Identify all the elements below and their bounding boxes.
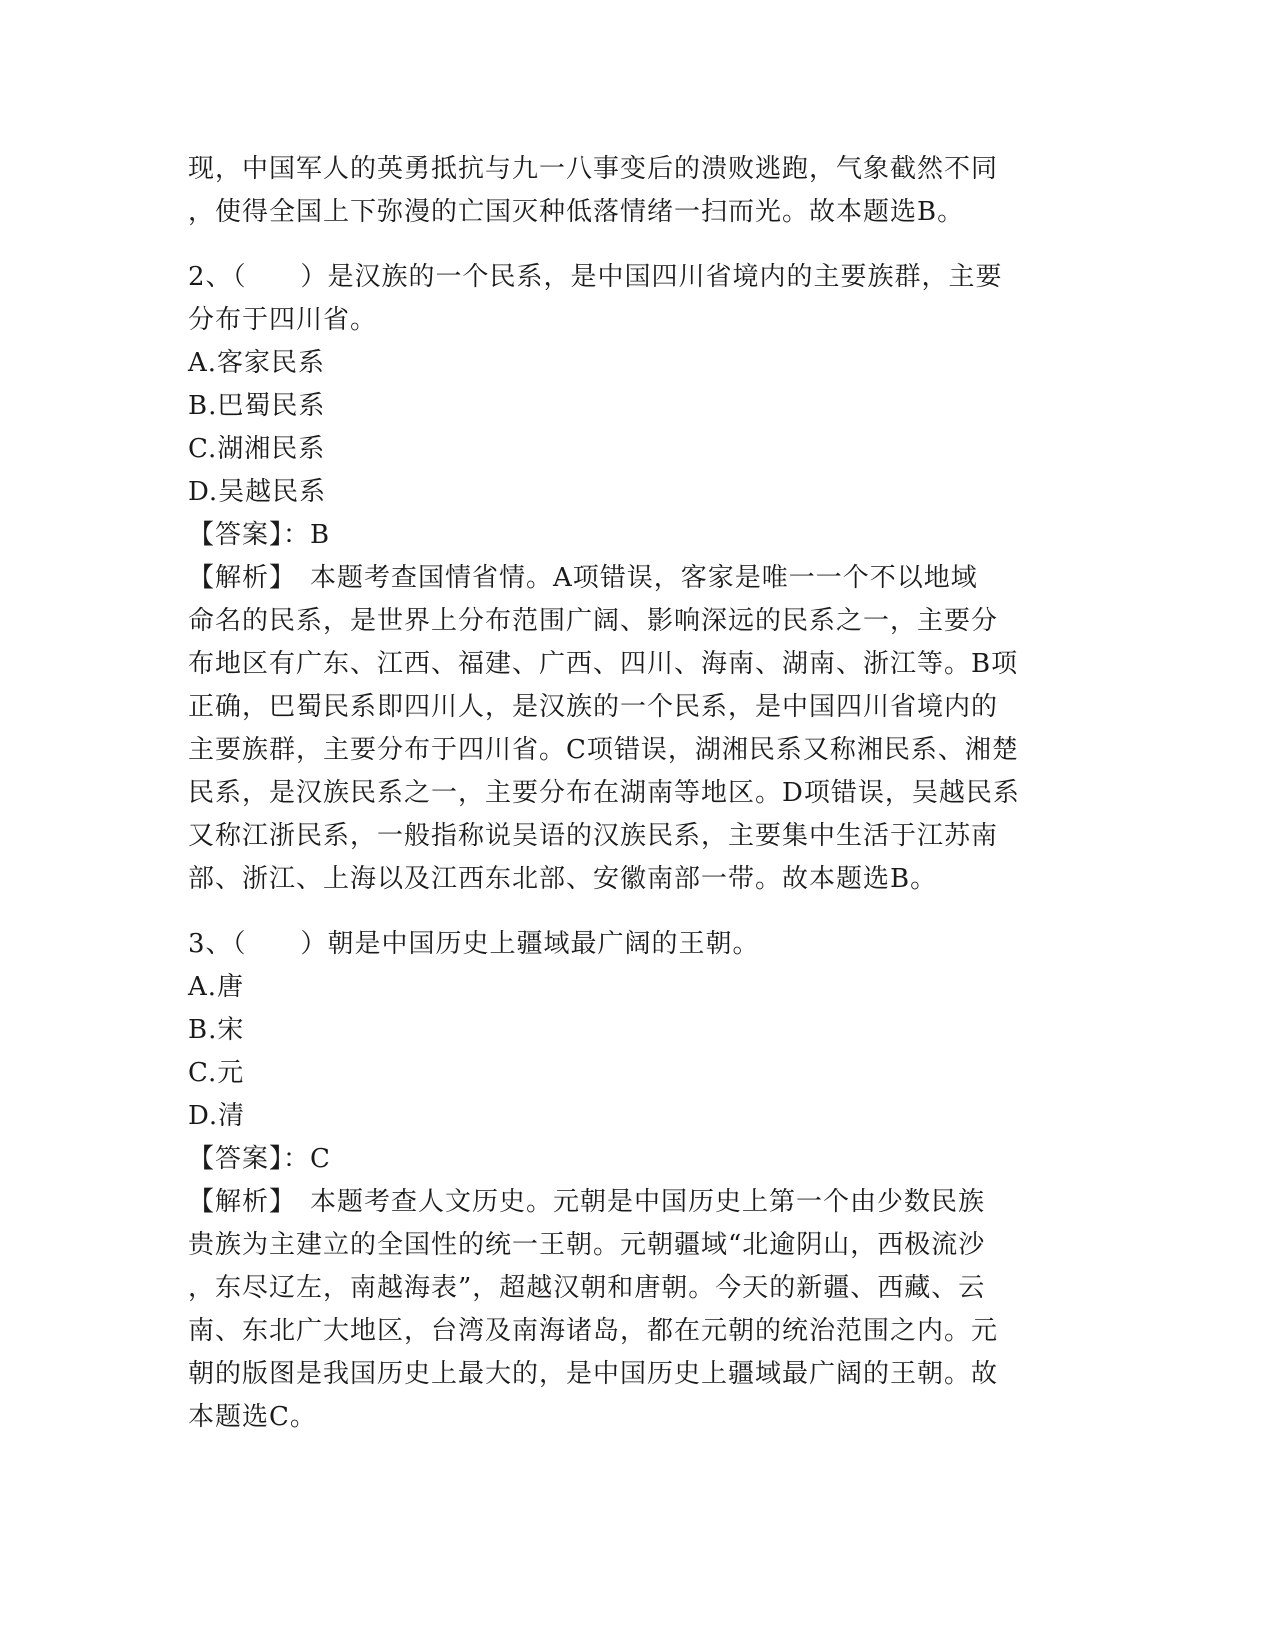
option-b: B.巴蜀民系 [188,391,326,421]
option-b: B.宋 [188,1015,245,1045]
option-d: D.清 [188,1101,246,1131]
option-d: D.吴越民系 [188,477,327,507]
analysis-line: 南、东北广大地区，台湾及南海诸岛，都在元朝的统治范围之内。元 [188,1316,999,1346]
option-c: C.元 [188,1058,245,1088]
analysis-line: 主要族群，主要分布于四川省。C项错误，湖湘民系又称湘民系、湘楚 [188,735,1019,765]
analysis-line: 【解析】 本题考查人文历史。元朝是中国历史上第一个由少数民族 [188,1187,986,1217]
analysis-line: 正确，巴蜀民系即四川人，是汉族的一个民系，是中国四川省境内的 [188,692,999,722]
intro-paragraph [188,148,1088,234]
option-a: A.客家民系 [188,348,326,378]
analysis-line: 布地区有广东、江西、福建、广西、四川、海南、湖南、浙江等。B项 [188,649,1019,679]
analysis-line: 部、浙江、上海以及江西东北部、安徽南部一带。故本题选B。 [188,864,938,894]
document-page [188,148,1088,1439]
question-2 [188,256,1088,901]
analysis-line: 又称江浙民系，一般指称说吴语的汉族民系，主要集中生活于江苏南 [188,821,999,851]
analysis-line: 贵族为主建立的全国性的统一王朝。元朝疆域“北逾阴山，西极流沙 [188,1230,986,1260]
question-stem: 分布于四川省。 [188,305,378,335]
analysis-line: 【解析】 本题考查国情省情。A项错误，客家是唯一一个不以地域 [188,563,978,593]
answer-line: 【答案】：B [188,520,331,550]
option-a: A.唐 [188,972,245,1002]
analysis-line: 朝的版图是我国历史上最大的，是中国历史上疆域最广阔的王朝。故 [188,1359,999,1389]
analysis-line: 民系，是汉族民系之一，主要分布在湖南等地区。D项错误，吴越民系 [188,778,1020,808]
analysis-line: 本题选C。 [188,1402,317,1432]
question-stem: 3、（ ）朝是中国历史上疆域最广阔的王朝。 [188,929,760,959]
text-line: ，使得全国上下弥漫的亡国灭种低落情绪一扫而光。故本题选B。 [188,197,965,227]
text-line: 现，中国军人的英勇抵抗与九一八事变后的溃败逃跑，气象截然不同 [188,154,999,184]
analysis-line: 命名的民系，是世界上分布范围广阔、影响深远的民系之一，主要分 [188,606,999,636]
option-c: C.湖湘民系 [188,434,326,464]
question-stem: 2、（ ）是汉族的一个民系，是中国四川省境内的主要族群，主要 [188,262,1003,292]
question-3 [188,923,1088,1439]
answer-line: 【答案】：C [188,1144,331,1174]
analysis-line: ，东尽辽左，南越海表”，超越汉朝和唐朝。今天的新疆、西藏、云 [188,1273,986,1303]
